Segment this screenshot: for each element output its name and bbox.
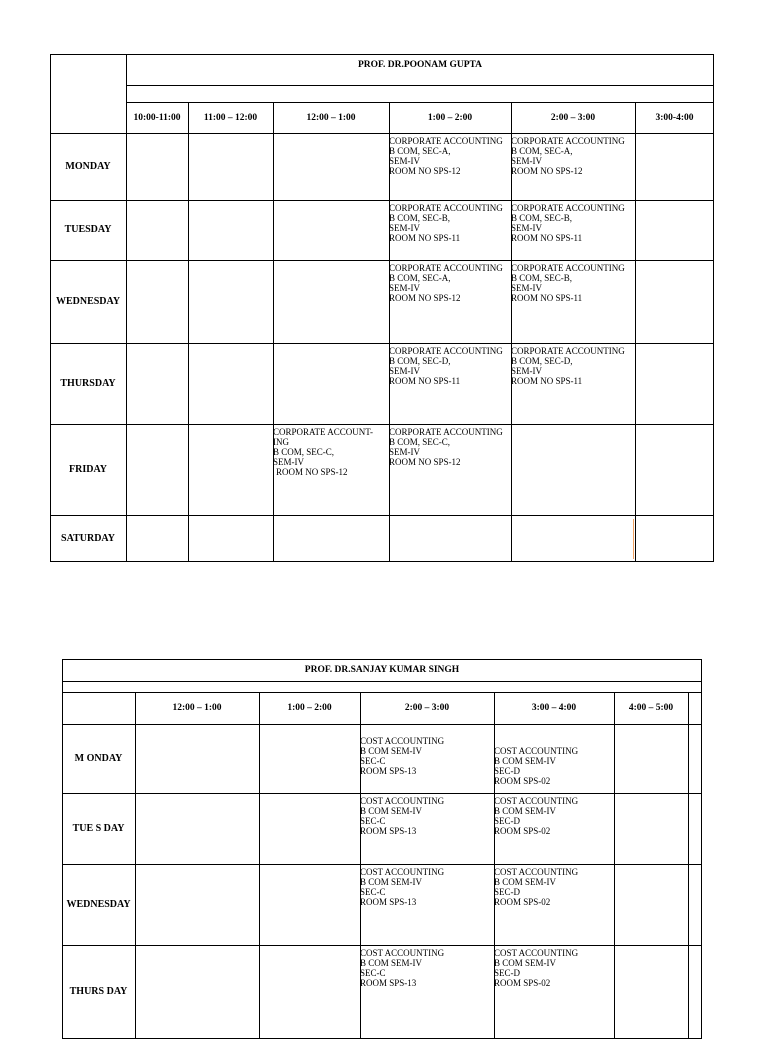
class-slot-line: B COM SEM-IV xyxy=(360,877,423,887)
class-slot-line: CORPORATE ACCOUNTING xyxy=(389,427,503,437)
grid-line xyxy=(126,85,714,86)
class-slot-line: ROOM NO SPS-12 xyxy=(389,293,461,303)
class-slot-line: B COM SEM-IV xyxy=(360,806,423,816)
grid-line xyxy=(50,515,714,516)
grid-line xyxy=(688,692,689,1039)
grid-line xyxy=(62,681,702,682)
cell-border-highlight xyxy=(633,519,634,559)
class-slot-line: ROOM NO SPS-11 xyxy=(511,233,583,243)
grid-line xyxy=(188,102,189,562)
class-slot-line: CORPORATE ACCOUNTING xyxy=(511,263,625,273)
table-title: PROF. DR.POONAM GUPTA xyxy=(357,60,483,70)
grid-line xyxy=(701,659,702,1039)
class-slot-line: COST ACCOUNTING xyxy=(360,867,445,877)
class-slot-line: ROOM SPS-02 xyxy=(494,897,551,907)
class-slot-line: B COM, SEC-B, xyxy=(511,213,573,223)
class-slot-line: COST ACCOUNTING xyxy=(494,796,579,806)
time-slot-header: 10:00-11:00 xyxy=(133,112,181,123)
class-slot-line: CORPORATE ACCOUNTING xyxy=(511,136,625,146)
time-slot-header: 12:00 – 1:00 xyxy=(172,703,222,713)
class-slot xyxy=(360,945,494,1039)
class-slot-line: SEM-IV xyxy=(273,457,304,467)
class-slot xyxy=(511,343,635,424)
class-slot-line: COST ACCOUNTING xyxy=(494,867,579,877)
class-slot-line: SEM-IV xyxy=(389,156,420,166)
day-label: SATURDAY xyxy=(61,532,115,544)
class-slot-line: SEM-IV xyxy=(389,223,420,233)
class-slot-line: SEC-D xyxy=(494,968,521,978)
class-slot-line: B COM, SEC-B, xyxy=(511,273,573,283)
time-slot-header: 12:00 – 1:00 xyxy=(306,112,356,123)
class-slot-line: ROOM NO SPS-11 xyxy=(511,376,583,386)
class-slot-line: B COM, SEC-A, xyxy=(389,273,451,283)
class-slot-line: B COM, SEC-C, xyxy=(273,447,335,457)
class-slot-line: ROOM NO SPS-12 xyxy=(389,166,461,176)
class-slot xyxy=(494,945,614,1039)
class-slot-line: SEM-IV xyxy=(511,366,542,376)
class-slot-line: CORPORATE ACCOUNTING xyxy=(389,203,503,213)
class-slot xyxy=(494,864,614,945)
day-label: MONDAY xyxy=(65,160,111,172)
time-slot-header: 11:00 – 12:00 xyxy=(203,112,258,123)
class-slot-line: ROOM SPS-13 xyxy=(360,978,417,988)
day-label: FRIDAY xyxy=(69,463,107,475)
table-title: PROF. DR.SANJAY KUMAR SINGH xyxy=(304,665,460,675)
grid-line xyxy=(135,692,136,1039)
class-slot-line: B COM, SEC-C, xyxy=(389,437,451,447)
class-slot-line: SEC-C xyxy=(360,887,386,897)
class-slot-line: CORPORATE ACCOUNT- xyxy=(273,427,373,437)
class-slot-line: COST ACCOUNTING xyxy=(360,796,445,806)
class-slot-line: COST ACCOUNTING xyxy=(494,746,579,756)
class-slot-line: SEC-D xyxy=(494,816,521,826)
class-slot-line: B COM, SEC-B, xyxy=(389,213,451,223)
day-label: WEDNESDAY xyxy=(55,295,121,307)
time-slot-header: 2:00 – 3:00 xyxy=(550,112,596,123)
class-slot-line: SEM-IV xyxy=(511,223,542,233)
class-slot-line: ROOM SPS-02 xyxy=(494,826,551,836)
class-slot-line: SEC-D xyxy=(494,887,521,897)
class-slot-line: SEM-IV xyxy=(389,366,420,376)
time-slot-header: 3:00 – 4:00 xyxy=(531,703,577,713)
day-label: TUESDAY xyxy=(64,224,112,235)
time-slot-header: 2:00 – 3:00 xyxy=(404,703,450,713)
class-slot xyxy=(360,793,494,864)
class-slot-line: CORPORATE ACCOUNTING xyxy=(511,346,625,356)
class-slot-line: B COM SEM-IV xyxy=(360,958,423,968)
day-label: THURS DAY xyxy=(69,986,128,997)
time-slot-header: 1:00 – 2:00 xyxy=(287,703,332,713)
class-slot-line: ROOM SPS-02 xyxy=(494,978,551,988)
timetable-poonam-gupta xyxy=(50,54,714,562)
class-slot-line: ING xyxy=(273,437,289,447)
class-slot-line: B COM SEM-IV xyxy=(494,877,557,887)
class-slot-line: CORPORATE ACCOUNTING xyxy=(511,203,625,213)
class-slot-line: COST ACCOUNTING xyxy=(360,948,445,958)
class-slot-line: ROOM NO SPS-11 xyxy=(511,293,583,303)
class-slot xyxy=(511,260,635,343)
class-slot-line: COST ACCOUNTING xyxy=(360,736,445,746)
class-slot-line: B COM SEM-IV xyxy=(494,806,557,816)
class-slot xyxy=(389,260,511,343)
class-slot-line: CORPORATE ACCOUNTING xyxy=(389,136,503,146)
class-slot-line: ROOM SPS-13 xyxy=(360,826,417,836)
grid-line xyxy=(50,561,714,562)
class-slot-line: ROOM NO SPS-11 xyxy=(389,376,461,386)
day-label: TUE S DAY xyxy=(72,822,125,834)
class-slot xyxy=(389,424,511,515)
class-slot-line: ROOM NO SPS-12 xyxy=(276,467,348,477)
class-slot-line: SEC-C xyxy=(360,816,386,826)
class-slot-line: SEM-IV xyxy=(389,447,420,457)
time-slot-header: 4:00 – 5:00 xyxy=(628,703,674,713)
class-slot-line: SEM-IV xyxy=(511,156,542,166)
day-label: THURSDAY xyxy=(60,377,116,389)
class-slot-line: CORPORATE ACCOUNTING xyxy=(389,346,503,356)
class-slot-line: SEC-C xyxy=(360,756,386,766)
class-slot xyxy=(511,133,635,200)
class-slot xyxy=(494,793,614,864)
class-slot-line: B COM, SEC-A, xyxy=(511,146,573,156)
grid-line xyxy=(635,102,636,562)
grid-line xyxy=(259,692,260,1039)
class-slot xyxy=(360,864,494,945)
class-slot-line: B COM SEM-IV xyxy=(494,958,557,968)
class-slot-line: B COM SEM-IV xyxy=(360,746,423,756)
class-slot xyxy=(389,133,511,200)
class-slot-line: CORPORATE ACCOUNTING xyxy=(389,263,503,273)
class-slot xyxy=(389,200,511,260)
grid-line xyxy=(614,692,615,1039)
timetable-sanjay-kumar-singh xyxy=(62,659,702,1039)
class-slot-line: SEC-D xyxy=(494,766,521,776)
class-slot-line: SEM-IV xyxy=(389,283,420,293)
time-slot-header: 3:00-4:00 xyxy=(655,112,694,123)
class-slot-line: ROOM SPS-13 xyxy=(360,766,417,776)
class-slot-line: ROOM NO SPS-11 xyxy=(389,233,461,243)
class-slot-line: SEC-C xyxy=(360,968,386,978)
class-slot-line: ROOM NO SPS-12 xyxy=(511,166,583,176)
class-slot xyxy=(494,724,614,793)
day-label: WEDNESDAY xyxy=(66,898,131,910)
class-slot xyxy=(273,424,389,515)
day-label: M ONDAY xyxy=(74,752,123,764)
class-slot-line: B COM, SEC-D, xyxy=(511,356,573,366)
class-slot-line: ROOM NO SPS-12 xyxy=(389,457,461,467)
class-slot-line: ROOM SPS-02 xyxy=(494,776,551,786)
class-slot-line: B COM SEM-IV xyxy=(494,756,557,766)
class-slot-line: COST ACCOUNTING xyxy=(494,948,579,958)
class-slot xyxy=(511,200,635,260)
class-slot xyxy=(389,343,511,424)
class-slot-line: B COM, SEC-A, xyxy=(389,146,451,156)
class-slot-line: ROOM SPS-13 xyxy=(360,897,417,907)
time-slot-header: 1:00 – 2:00 xyxy=(427,112,473,123)
class-slot-line: SEM-IV xyxy=(511,283,542,293)
class-slot-line: B COM, SEC-D, xyxy=(389,356,451,366)
class-slot xyxy=(360,724,494,793)
